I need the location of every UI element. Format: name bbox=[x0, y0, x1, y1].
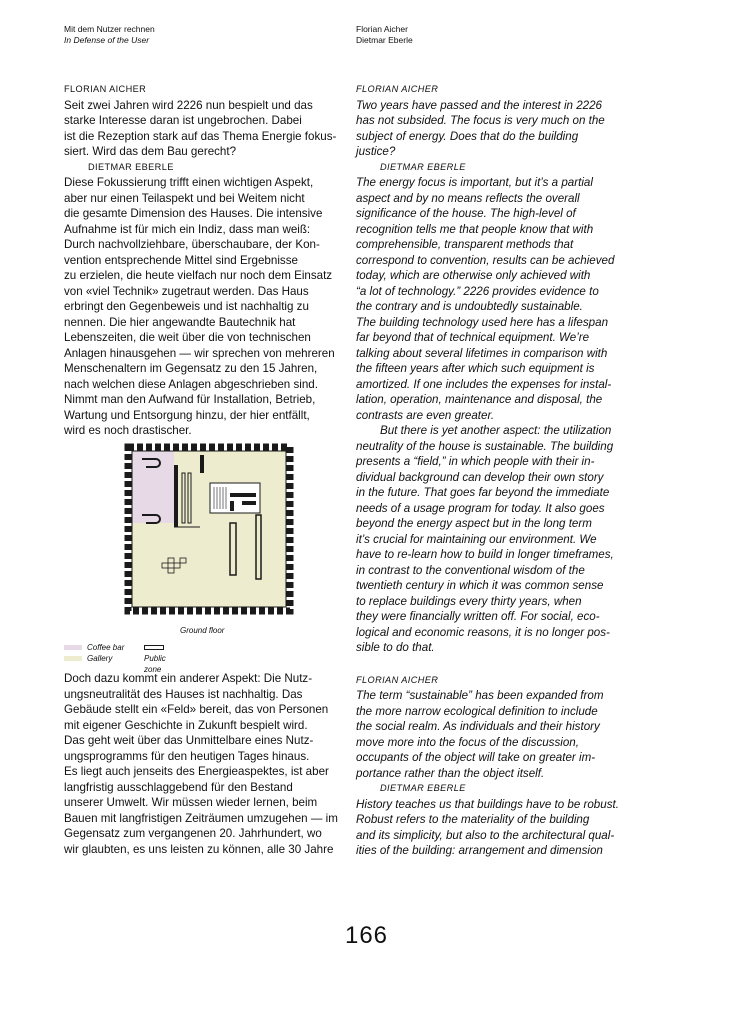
speaker-label: FLORIAN AICHER bbox=[64, 84, 147, 94]
speaker-label: FLORIAN AICHER bbox=[356, 674, 439, 685]
text-line: the contrary and is undoubtedly sustainable. bbox=[356, 300, 583, 313]
speaker-label: DIETMAR EBERLE bbox=[380, 783, 466, 793]
swatch-gallery bbox=[64, 656, 82, 661]
text-line: Das geht weit über das Unmittelbare eines Nutz- bbox=[64, 734, 314, 747]
text-line: The building technology used here has a lifespan bbox=[356, 315, 609, 329]
text-line: die gesamte Dimension des Hauses. Die intensive bbox=[64, 207, 323, 220]
text-line: ities of the building: arrangement and dimension bbox=[356, 844, 603, 857]
text-line: aspect and by no means reflects the overall bbox=[356, 191, 580, 205]
text-line: today, which are otherwise only achieved with bbox=[356, 269, 591, 282]
header-author-1: Florian Aicher bbox=[356, 24, 408, 34]
text-line: occupants of the object will take on greater im- bbox=[356, 751, 596, 764]
text-line: needs of a usage program for today. It also goes bbox=[356, 501, 605, 515]
text-line: recognition tells me that people know that with bbox=[356, 222, 594, 236]
text-line: beyond the energy aspect but in the long term bbox=[356, 517, 592, 530]
text-line: langfristig ausschlaggebend für den Bestand bbox=[64, 780, 293, 794]
text-line: dividual background can develop their own story bbox=[356, 470, 604, 484]
text-line: Gegensatz zum vergangenen 20. Jahrhundert, wo bbox=[64, 827, 322, 840]
text-line: Diese Fokussierung trifft einen wichtigen Aspekt, bbox=[64, 176, 314, 189]
text-line: Lebenszeiten, die weit über die von technischen bbox=[64, 331, 311, 344]
text-line: ungsneutralität des Hauses ist nachhaltig. Das bbox=[64, 687, 303, 701]
text-line: move more into the focus of the discussion, bbox=[356, 735, 579, 749]
text-line: contrasts are even greater. bbox=[356, 408, 495, 422]
answer-2-en bbox=[356, 423, 636, 656]
text-line: ungsprogramms für den heutigen Tages hinaus. bbox=[64, 749, 310, 763]
question-2-en bbox=[356, 688, 636, 781]
question-1-en bbox=[356, 98, 636, 160]
speaker-label: FLORIAN AICHER bbox=[356, 84, 439, 94]
text-line: Two years have passed and the interest in 2226 bbox=[356, 98, 602, 112]
text-line: “a lot of technology.” 2226 provides evidence to bbox=[356, 284, 599, 298]
text-line: unserer Umwelt. Wir müssen wieder lernen, beim bbox=[64, 796, 318, 809]
answer-1-en bbox=[356, 175, 636, 423]
core-wall bbox=[230, 501, 234, 511]
text-line: portance rather than the object itself. bbox=[356, 766, 545, 780]
german-column-top bbox=[64, 82, 350, 439]
figure-caption: Ground floor bbox=[180, 626, 225, 635]
header-title-german: Mit dem Nutzer rechnen bbox=[64, 24, 155, 34]
text-line: ist die Rezeption stark auf das Thema Energie fokus- bbox=[64, 129, 337, 143]
text-line: wird es noch drastischer. bbox=[64, 424, 192, 437]
shelf bbox=[174, 465, 178, 527]
text-line: talking about several lifetimes in comparison with bbox=[356, 346, 608, 360]
english-column bbox=[356, 82, 636, 859]
text-line: Nimmt man den Aufwand für Installation, Betrieb, bbox=[64, 393, 316, 406]
text-line: and its simplicity, but also to the architectural qual- bbox=[356, 828, 615, 842]
text-line: Durch nachvollziehbare, überschaubare, der Kon- bbox=[64, 238, 320, 251]
text-line: have to re-learn how to build in longer timeframes, bbox=[356, 548, 614, 561]
text-line: to replace buildings every thirty years, when bbox=[356, 594, 582, 608]
text-line: amortized. If one includes the expenses for instal- bbox=[356, 377, 612, 391]
text-line: The term “sustainable” has been expanded from bbox=[356, 689, 604, 702]
text-line: the more narrow ecological definition to include bbox=[356, 704, 598, 718]
header-author-2: Dietmar Eberle bbox=[356, 35, 413, 45]
public-zone bbox=[210, 483, 260, 513]
text-line: siert. Wird das dem Bau gerecht? bbox=[64, 145, 237, 158]
text-line: correspond to convention, results can be achieved bbox=[356, 253, 615, 267]
text-line: History teaches us that buildings have to be robust. bbox=[356, 797, 619, 811]
text-line: wir glaubten, es uns leisten zu können, alle 30 Jahre bbox=[64, 842, 334, 856]
text-line: presents a “field,” in which people with their in- bbox=[356, 455, 595, 468]
legend-label: Gallery bbox=[87, 654, 113, 663]
text-line: in the future. That goes far beyond the immediate bbox=[356, 486, 610, 499]
text-line: comprehensible, transparent methods that bbox=[356, 238, 574, 251]
text-line: The energy focus is important, but it’s a partial bbox=[356, 176, 593, 189]
answer-3-en bbox=[356, 797, 636, 859]
ground-floor-plan bbox=[124, 443, 294, 615]
text-line: the social realm. As individuals and their history bbox=[356, 720, 600, 733]
text-line: von «viel Technik» zugetraut werden. Das Haus bbox=[64, 284, 309, 298]
text-line: justice? bbox=[356, 145, 396, 158]
running-header-left bbox=[64, 24, 155, 46]
question-1-de bbox=[64, 98, 350, 160]
text-line: aber nur einen Teilaspekt und bei Weitem nicht bbox=[64, 191, 305, 205]
text-line: Seit zwei Jahren wird 2226 nun bespielt und das bbox=[64, 98, 313, 112]
answer-1-de bbox=[64, 175, 350, 439]
paragraph-gap bbox=[356, 656, 636, 673]
partition bbox=[200, 455, 204, 473]
coffee-bar-zone bbox=[132, 451, 174, 523]
text-line: nennen. Die hier angewandte Bautechnik hat bbox=[64, 315, 296, 329]
text-line: Gebäude stellt ein «Feld» bereit, das von Personen bbox=[64, 703, 329, 716]
text-line: Robust refers to the materiality of the building bbox=[356, 813, 590, 826]
text-line: zu erzielen, die heute vielfach nur noch dem Einsatz bbox=[64, 269, 333, 282]
text-line: far beyond that of technical equipment. We’re bbox=[356, 331, 590, 344]
text-line: Doch dazu kommt ein anderer Aspekt: Die Nutz- bbox=[64, 672, 313, 685]
text-line: Menschenaltern im Gegensatz zu den 15 Jahren, bbox=[64, 362, 318, 375]
text-line: they were financially written off. For social, eco- bbox=[356, 610, 600, 623]
text-line: Es liegt auch jenseits des Energieaspektes, ist aber bbox=[64, 765, 329, 778]
text-line: logical and economic reasons, it is no longer pos- bbox=[356, 625, 610, 639]
figure-legend bbox=[64, 642, 166, 674]
text-line: starke Interesse daran ist ungebrochen. Dabei bbox=[64, 114, 302, 127]
german-column-bottom bbox=[64, 671, 350, 857]
text-line: Aufnahme ist für mich ein Indiz, dass man weiß: bbox=[64, 222, 311, 236]
text-line: in contrast to the conventional wisdom of the bbox=[356, 563, 585, 577]
text-line: neutrality of the house is sustainable. The building bbox=[356, 439, 614, 453]
header-title-english: In Defense of the User bbox=[64, 35, 150, 45]
legend-item-gallery bbox=[64, 653, 124, 664]
swatch-coffee-bar bbox=[64, 645, 82, 650]
text-line: Bauen mit langfristigen Zeiträumen umzugehen — im bbox=[64, 811, 338, 825]
swatch-public-zone bbox=[144, 645, 164, 650]
text-line: mit eigener Geschichte in Zukunft bespielt wird. bbox=[64, 718, 308, 732]
text-line: Anlagen hinausgehen — wir sprechen von mehreren bbox=[64, 346, 335, 360]
text-line: nach welchen diese Anlagen abgeschrieben sind. bbox=[64, 377, 318, 391]
text-line: subject of energy. Does that do the building bbox=[356, 129, 579, 143]
core-wall bbox=[230, 493, 256, 497]
speaker-label: DIETMAR EBERLE bbox=[380, 161, 466, 172]
running-header-right bbox=[356, 24, 413, 46]
text-line: significance of the house. The high-level of bbox=[356, 207, 576, 220]
legend-label: Public zone bbox=[144, 654, 166, 674]
text-line: erbringt den Gegenbeweis und ist nachhaltig zu bbox=[64, 300, 309, 313]
text-line: has not subsided. The focus is very much on the bbox=[356, 114, 605, 127]
core-wall bbox=[242, 501, 256, 505]
text-line: lation, operation, maintenance and disposal, the bbox=[356, 393, 603, 406]
legend-label: Coffee bar bbox=[87, 643, 125, 652]
text-line: the fifteen years after which such equipment is bbox=[356, 362, 595, 375]
text-line: twentieth century in which it was common sense bbox=[356, 579, 604, 592]
text-line: it’s crucial for maintaining our environment. We bbox=[356, 532, 597, 546]
text-line: But there is yet another aspect: the utilization bbox=[380, 424, 612, 437]
speaker-label: DIETMAR EBERLE bbox=[88, 161, 174, 172]
text-line: vention entsprechende Mittel sind Ergebnisse bbox=[64, 253, 298, 267]
text-line: sible to do that. bbox=[356, 641, 435, 654]
page-number: 166 bbox=[344, 922, 389, 949]
text-line: Wartung und Entsorgung hinzu, der hier entfällt, bbox=[64, 408, 310, 422]
